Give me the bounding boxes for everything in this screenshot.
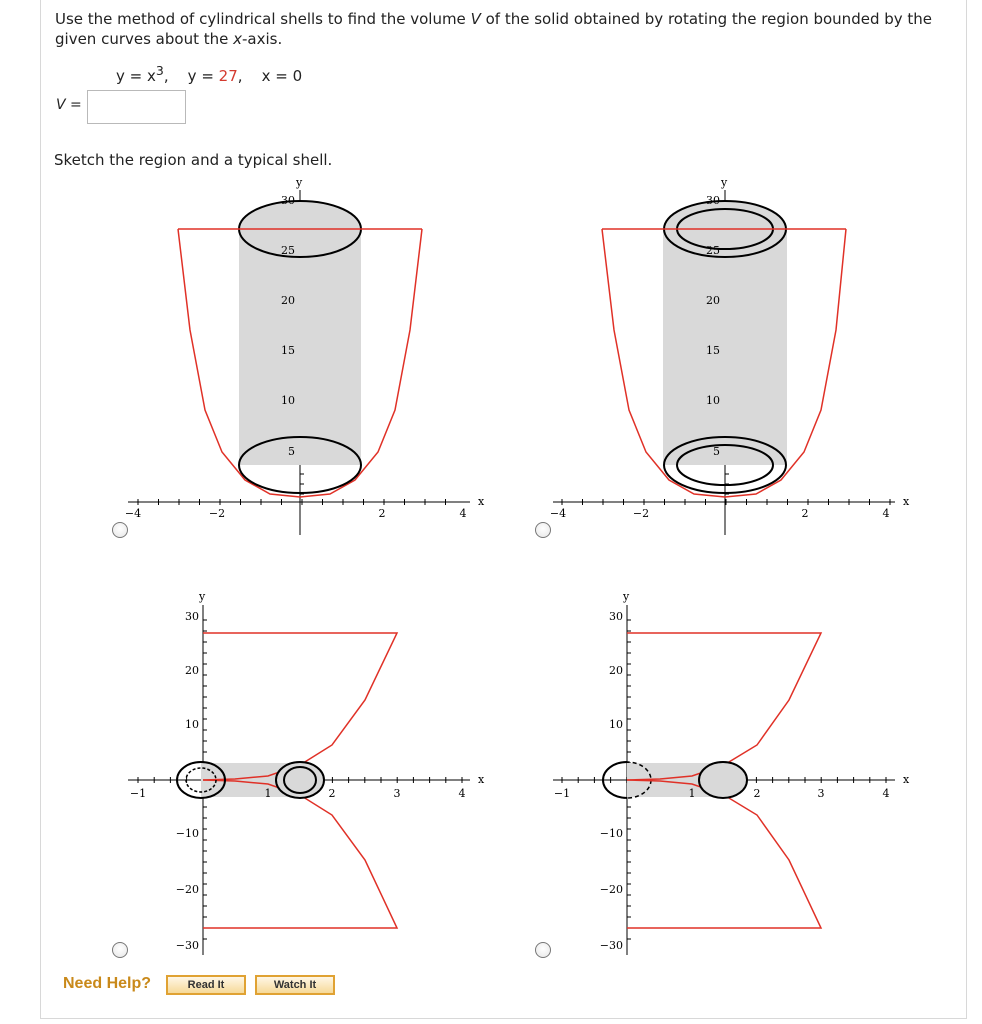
- sketch-prompt: Sketch the region and a typical shell.: [54, 151, 333, 169]
- option-d-xtick: −1: [553, 787, 571, 800]
- option-b-ytick: 10: [706, 394, 720, 407]
- option-c-ytick: 10: [185, 718, 199, 731]
- option-b-ytick: 30: [706, 194, 720, 207]
- option-b-graph: [545, 172, 925, 542]
- option-c-upper-curve: [203, 633, 397, 780]
- option-d-xtick: 3: [817, 787, 825, 800]
- option-a-shell-body: [239, 229, 361, 465]
- option-b-ytick: 15: [706, 344, 720, 357]
- option-c-xtick: 2: [328, 787, 336, 800]
- option-c-graph: [120, 585, 500, 960]
- option-d-ytick: 20: [609, 664, 623, 677]
- option-c-ytick: −20: [175, 883, 199, 896]
- option-c-xtick: 4: [458, 787, 466, 800]
- given-curves: $y = x^3$, y = 27, x = 0: [116, 63, 303, 85]
- option-b-xtick: −4: [549, 507, 567, 520]
- option-d-upper-curve: [627, 633, 821, 780]
- option-b-xtick: 2: [801, 507, 809, 520]
- option-d-ylabel: y: [623, 590, 630, 603]
- problem-text: Use the method of cylindrical shells to find the volume V of the solid obtained by rotating the region bounded by the given curves about the x-axis.: [55, 10, 933, 48]
- option-d-xtick: 4: [882, 787, 890, 800]
- option-c-xlabel: x: [478, 773, 485, 786]
- option-a-ytick: 30: [281, 194, 295, 207]
- option-a-xtick: 2: [378, 507, 386, 520]
- option-d-radio[interactable]: [535, 942, 551, 958]
- option-b-ytick: 25: [706, 244, 720, 257]
- option-b-xtick: 4: [882, 507, 890, 520]
- option-b-ylabel: y: [721, 176, 728, 189]
- option-a-xtick: −4: [124, 507, 142, 520]
- option-c-ytick: −30: [175, 939, 199, 952]
- option-c-ytick: −10: [175, 827, 199, 840]
- option-a-xlabel: x: [478, 495, 485, 508]
- option-c-ytick: 20: [185, 664, 199, 677]
- option-d-ytick: 30: [609, 610, 623, 623]
- option-c-ytick: 30: [185, 610, 199, 623]
- need-help-label: Need Help?: [63, 975, 152, 992]
- option-d-shell-right: [699, 762, 747, 798]
- option-d-xtick: 1: [688, 787, 696, 800]
- option-a-ytick: 10: [281, 394, 295, 407]
- option-c-lower-curve: [203, 780, 397, 928]
- volume-answer-input[interactable]: [87, 90, 186, 124]
- option-a-ytick: 25: [281, 244, 295, 257]
- option-a-graph: [120, 172, 500, 542]
- option-b-radio[interactable]: [535, 522, 551, 538]
- option-d-ytick: −20: [599, 883, 623, 896]
- option-d-lower-curve: [627, 780, 821, 928]
- watch-it-button[interactable]: Watch It: [255, 975, 335, 995]
- option-d-xtick: 2: [753, 787, 761, 800]
- option-b-ytick: 5: [713, 445, 720, 458]
- option-d-ytick: −10: [599, 827, 623, 840]
- option-d-graph: [545, 585, 925, 960]
- option-d-ytick: −30: [599, 939, 623, 952]
- option-b-shell-body: [663, 229, 787, 465]
- option-a-radio[interactable]: [112, 522, 128, 538]
- option-c-xtick: −1: [129, 787, 147, 800]
- option-c-xtick: 1: [264, 787, 272, 800]
- option-b-xlabel: x: [903, 495, 910, 508]
- option-a-xtick: 4: [459, 507, 467, 520]
- option-c-xtick: 3: [393, 787, 401, 800]
- option-a-ytick: 5: [288, 445, 295, 458]
- option-b-ytick: 20: [706, 294, 720, 307]
- option-a-ytick: 15: [281, 344, 295, 357]
- option-a-ytick: 20: [281, 294, 295, 307]
- option-b-xtick: −2: [632, 507, 650, 520]
- option-d-xlabel: x: [903, 773, 910, 786]
- option-c-ylabel: y: [199, 590, 206, 603]
- option-c-radio[interactable]: [112, 942, 128, 958]
- answer-label: V =: [56, 97, 82, 113]
- option-a-ylabel: y: [296, 176, 303, 189]
- option-d-ytick: 10: [609, 718, 623, 731]
- option-a-xtick: −2: [208, 507, 226, 520]
- read-it-button[interactable]: Read It: [166, 975, 246, 995]
